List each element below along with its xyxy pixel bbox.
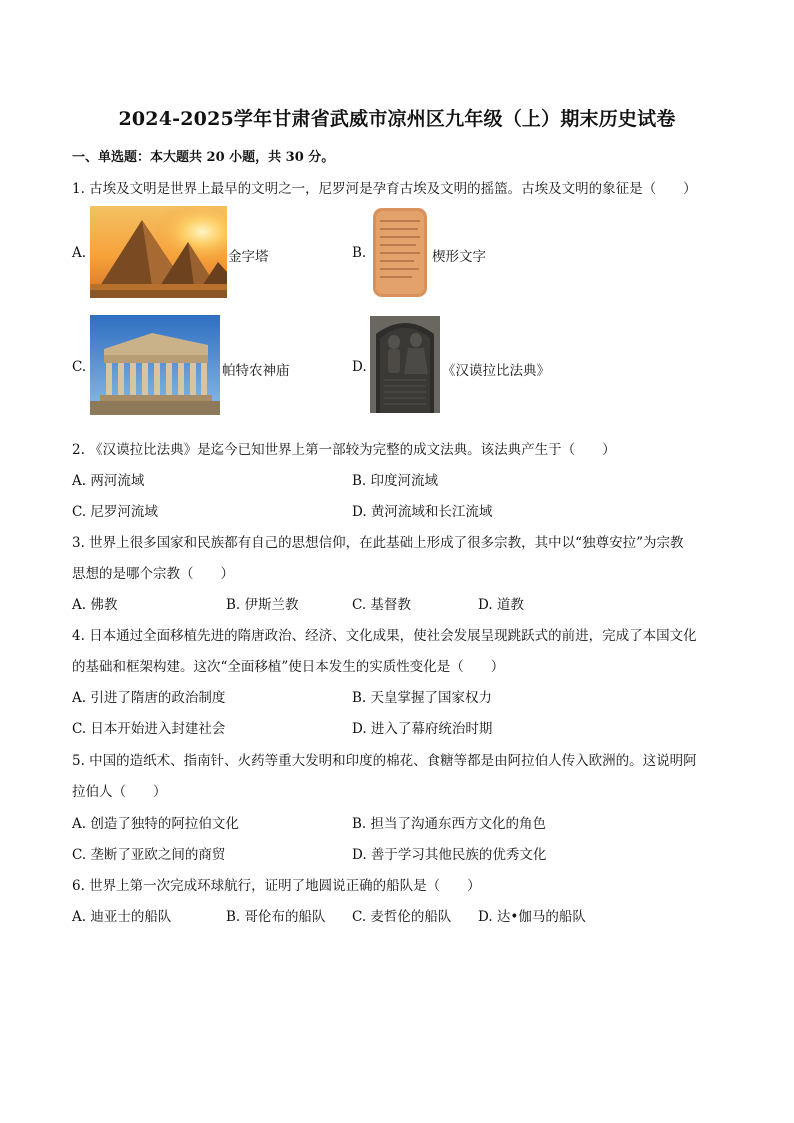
q3-stem-line1: 3. 世界上很多国家和民族都有自己的思想信仰，在此基础上形成了很多宗教，其中以“独尊安拉”为宗教 [72,535,684,551]
q3-option-a[interactable]: A. 佛教 [72,597,118,613]
q4-option-d[interactable]: D. 进入了幕府统治时期 [352,721,493,737]
q5-stem-line2: 拉伯人（ ） [72,784,167,800]
q5-option-c[interactable]: C. 垄断了亚欧之间的商贸 [72,847,226,863]
q5-option-d[interactable]: D. 善于学习其他民族的优秀文化 [352,847,547,863]
q6-option-a[interactable]: A. 迪亚士的船队 [72,909,172,925]
q3-option-b[interactable]: B. 伊斯兰教 [226,597,299,613]
q6-option-d[interactable]: D. 达•伽马的船队 [478,909,586,925]
q5-stem-line1: 5. 中国的造纸术、指南针、火药等重大发明和印度的棉花、食糖等都是由阿拉伯人传入欧洲的。这说明阿 [72,753,697,769]
q5-option-a[interactable]: A. 创造了独特的阿拉伯文化 [72,816,239,832]
q4-option-a[interactable]: A. 引进了隋唐的政治制度 [72,690,226,706]
q4-stem-line1: 4. 日本通过全面移植先进的隋唐政治、经济、文化成果，使社会发展呈现跳跃式的前进，完成了本国文化 [72,628,697,644]
q1-option-a-letter[interactable]: A. [72,245,87,261]
q3-option-d[interactable]: D. 道教 [478,597,524,613]
pyramid-image [90,206,227,298]
q1-option-d-letter[interactable]: D. [352,359,367,375]
q4-stem-line2: 的基础和框架构建。这次“全面移植”使日本发生的实质性变化是（ ） [72,659,505,675]
q4-option-c[interactable]: C. 日本开始进入封建社会 [72,721,226,737]
q1-stem: 1. 古埃及文明是世界上最早的文明之一，尼罗河是孕育古埃及文明的摇篮。古埃及文明的象征是（ ） [72,181,697,197]
q4-option-b[interactable]: B. 天皇掌握了国家权力 [352,690,493,706]
q1-option-b-caption: 楔形文字 [432,249,486,265]
hammurabi-stele-image [370,316,440,413]
q1-option-c-letter[interactable]: C. [72,359,87,375]
q6-option-b[interactable]: B. 哥伦布的船队 [226,909,326,925]
q1-option-b-letter[interactable]: B. [352,245,367,261]
q2-option-c[interactable]: C. 尼罗河流域 [72,504,158,520]
exam-title: 2024-2025学年甘肃省武威市凉州区九年级（上）期末历史试卷 [118,108,676,130]
section-heading: 一、单选题：本大题共 20 小题，共 30 分。 [72,150,335,165]
q6-stem: 6. 世界上第一次完成环球航行，证明了地圆说正确的船队是（ ） [72,878,481,894]
q2-option-b[interactable]: B. 印度河流域 [352,473,439,489]
q1-option-a-caption: 金字塔 [228,249,269,265]
q5-option-b[interactable]: B. 担当了沟通东西方文化的角色 [352,816,547,832]
parthenon-image [90,315,220,415]
q1-option-d-caption: 《汉谟拉比法典》 [442,363,550,379]
q1-option-c-caption: 帕特农神庙 [222,363,290,379]
q2-option-d[interactable]: D. 黄河流域和长江流域 [352,504,493,520]
q6-option-c[interactable]: C. 麦哲伦的船队 [352,909,452,925]
q3-option-c[interactable]: C. 基督教 [352,597,411,613]
q3-stem-line2: 思想的是哪个宗教（ ） [72,566,234,582]
q2-option-a[interactable]: A. 两河流域 [72,473,145,489]
cuneiform-tablet-image [370,205,430,300]
q2-stem: 2. 《汉谟拉比法典》是迄今已知世界上第一部较为完整的成文法典。该法典产生于（ ） [72,442,616,458]
